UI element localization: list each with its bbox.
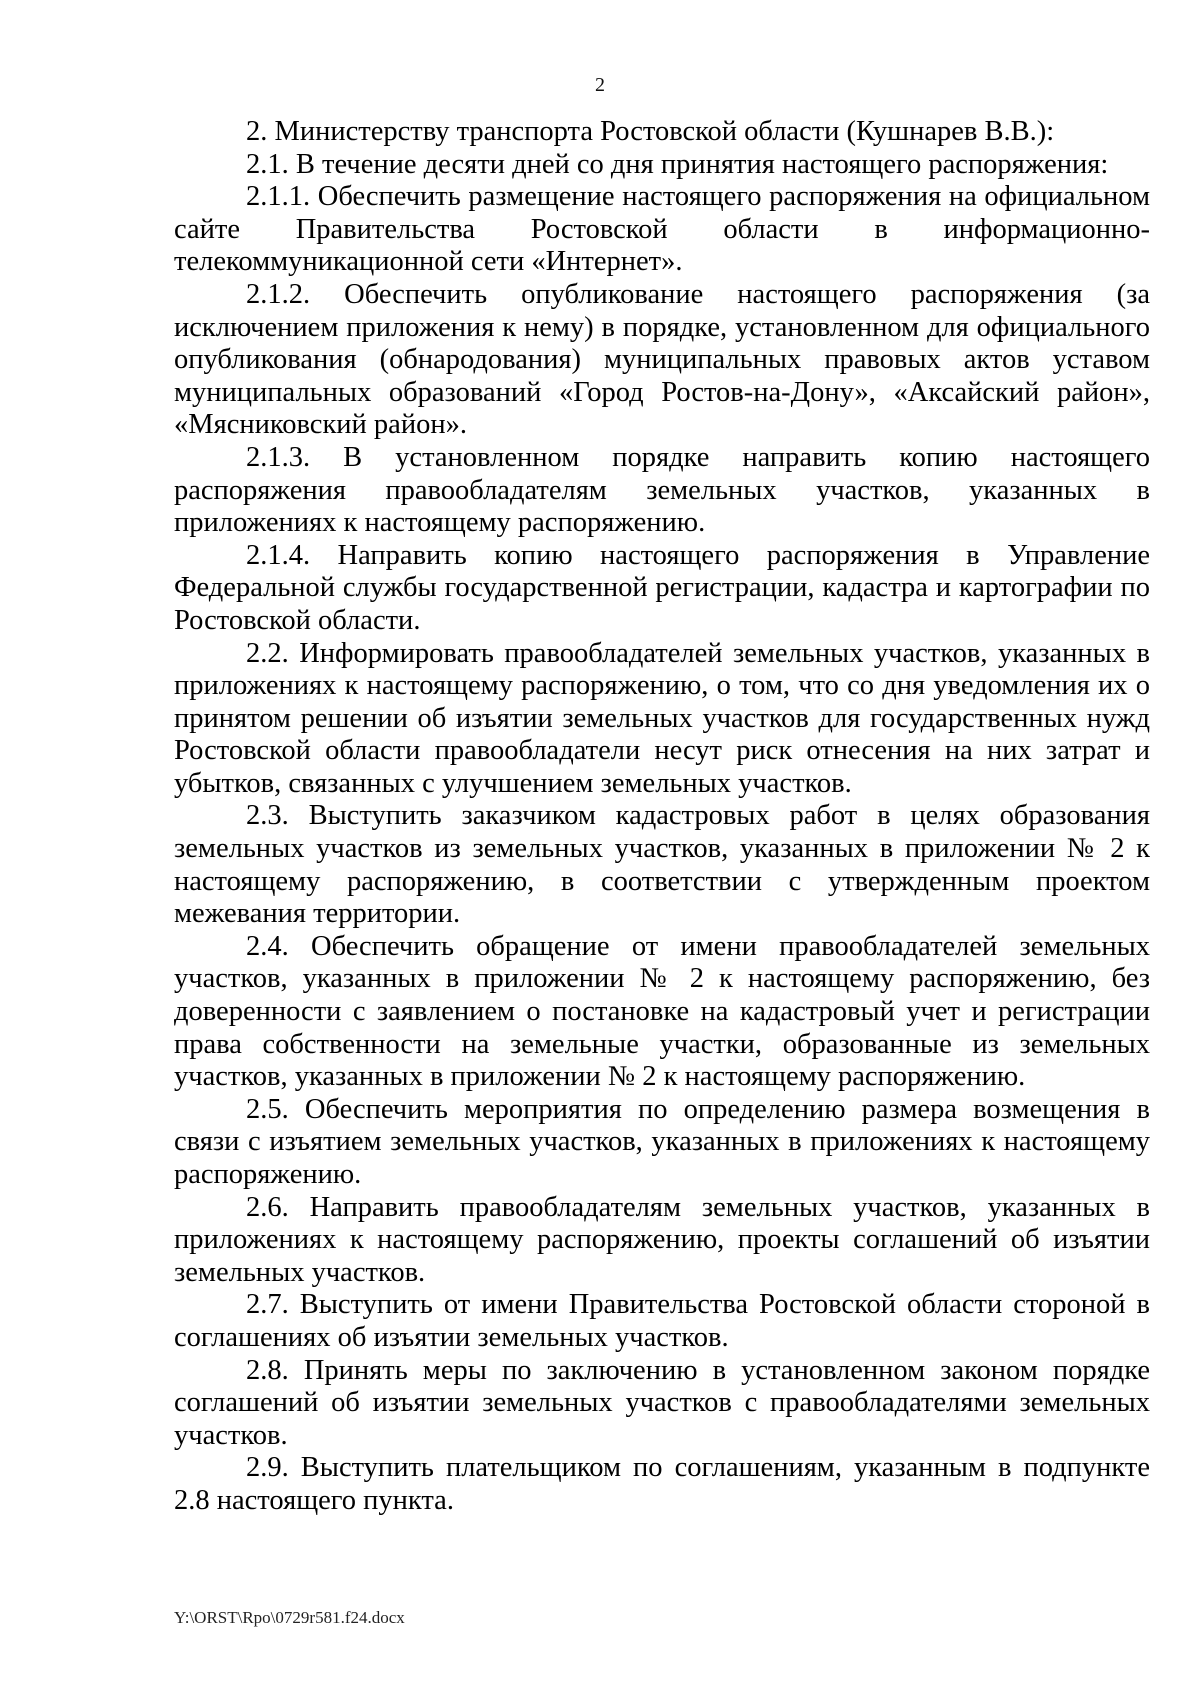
paragraph-2-1: 2.1. В течение десяти дней со дня принятия настоящего распоряжения:: [246, 148, 1109, 180]
paragraph-2-3: 2.3. Выступить заказчиком кадастровых работ в целях образования земельных участков из земельных участков, указанных в приложении № 2 к настоящему распоряжению, в соответствии с утвержденным проектом межевания территории.: [174, 800, 1150, 930]
paragraph-2-7: 2.7. Выступить от имени Правительства Ростовской области стороной в соглашениях об изъятии земельных участков.: [174, 1289, 1150, 1353]
paragraph-2: 2. Министерству транспорта Ростовской области (Кушнарев В.В.):: [246, 116, 1055, 147]
paragraph-2-6: 2.6. Направить правообладателям земельных участков, указанных в приложениях к настоящему распоряжению, проекты соглашений об изъятии земельных участков.: [174, 1191, 1150, 1288]
paragraph-2-9: 2.9. Выступить плательщиком по соглашениям, указанным в подпункте 2.8 настоящего пункта.: [174, 1452, 1150, 1516]
footer-file-path: Y:\ORST\Rpo\0729r581.f24.docx: [174, 1608, 405, 1627]
paragraph-2-2: 2.2. Информировать правообладателей земельных участков, указанных в приложениях к настоящему распоряжению, о том, что со дня уведомления их о принятом решении об изъятии земельных участков для государственных нужд Ростовской области правообладатели несут риск отнесения на них затрат и убытков, связанных с улучшением земельных участков.: [174, 637, 1150, 799]
document-body: [174, 116, 1150, 1518]
paragraph-2-8: 2.8. Принять меры по заключению в установленном законом порядке соглашений об изъятии земельных участков с правообладателями земельных участков.: [174, 1354, 1150, 1451]
page-number: 2: [595, 74, 605, 96]
paragraph-2-1-4: 2.1.4. Направить копию настоящего распоряжения в Управление Федеральной службы государственной регистрации, кадастра и картографии по Ростовской области.: [174, 539, 1150, 636]
paragraph-2-1-2: 2.1.2. Обеспечить опубликование настоящего распоряжения (за исключением приложения к нему) в порядке, установленном для официального опубликования (обнародования) муниципальных правовых актов уставом муниципальных образований «Город Ростов-на-Дону», «Аксайский район», «Мясниковский район».: [174, 278, 1150, 441]
paragraph-2-1-3: 2.1.3. В установленном порядке направить копию настоящего распоряжения правообладателям земельных участков, указанных в приложениях к настоящему распоряжению.: [174, 441, 1150, 539]
paragraph-2-4: 2.4. Обеспечить обращение от имени правообладателей земельных участков, указанных в приложении № 2 к настоящему распоряжению, без доверенности с заявлением о постановке на кадастровый учет и регистрации права собственности на земельные участки, образованные из земельных участков, указанных в приложении № 2 к настоящему распоряжению.: [174, 930, 1150, 1093]
paragraph-2-5: 2.5. Обеспечить мероприятия по определению размера возмещения в связи с изъятием земельных участков, указанных в приложениях к настоящему распоряжению.: [174, 1093, 1150, 1190]
paragraph-2-1-1: 2.1.1. Обеспечить размещение настоящего распоряжения на официальном сайте Правительства Ростовской области в информационно-телекоммуникационной сети «Интернет».: [174, 181, 1150, 278]
